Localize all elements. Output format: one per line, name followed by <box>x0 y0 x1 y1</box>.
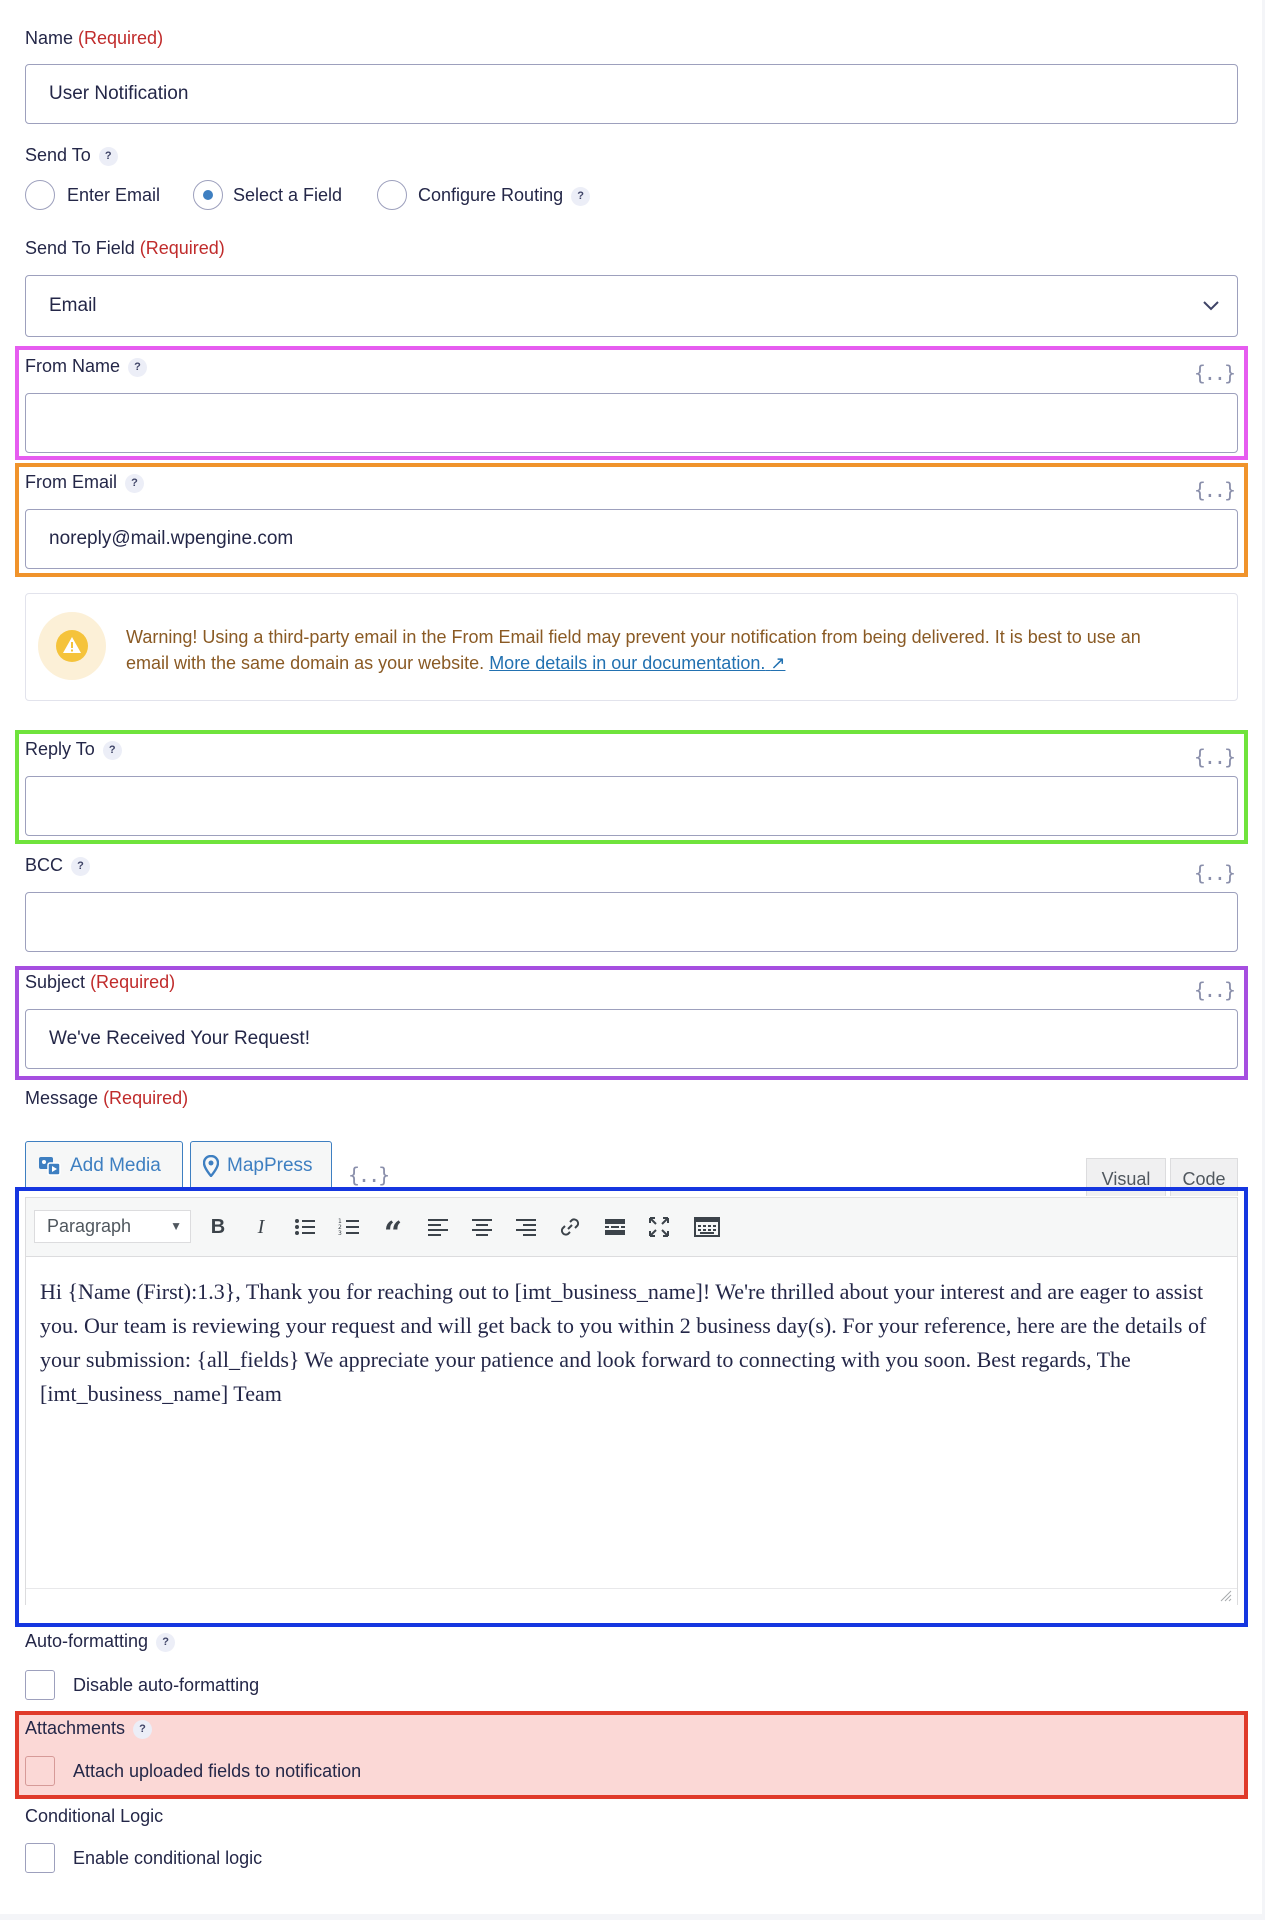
external-link-icon: ↗ <box>770 653 786 673</box>
editor-statusbar <box>26 1588 1237 1605</box>
disable-auto-formatting-checkbox[interactable] <box>25 1670 55 1700</box>
bcc-input[interactable] <box>25 892 1238 952</box>
map-pin-icon <box>203 1155 219 1177</box>
send-to-label: Send To ? <box>25 145 118 166</box>
attach-uploaded-fields-label[interactable]: Attach uploaded fields to notification <box>73 1761 362 1781</box>
reply-to-label: Reply To ? <box>25 739 122 760</box>
reply-to-input[interactable] <box>25 776 1238 836</box>
mappress-button[interactable]: MapPress <box>190 1141 332 1191</box>
media-icon <box>38 1155 62 1177</box>
blockquote-icon[interactable]: “ <box>383 1214 403 1252</box>
documentation-link[interactable]: More details in our documentation. ↗ <box>489 653 786 673</box>
add-media-button[interactable]: Add Media <box>25 1141 183 1191</box>
conditional-logic-label: Conditional Logic <box>25 1806 164 1826</box>
resize-handle-icon[interactable] <box>1220 1589 1232 1601</box>
send-to-field-label: Send To Field (Required) <box>25 238 225 258</box>
fullscreen-icon[interactable] <box>644 1212 674 1242</box>
auto-formatting-label: Auto-formatting ? <box>25 1631 175 1652</box>
from-email-label: From Email ? <box>25 472 144 493</box>
from-email-input[interactable]: noreply@mail.wpengine.com <box>25 509 1238 569</box>
radio-label-configure-routing[interactable]: Configure Routing ? <box>418 185 590 206</box>
help-icon[interactable]: ? <box>71 857 90 876</box>
merge-tag-icon[interactable]: {..} <box>1193 478 1234 502</box>
merge-tag-icon[interactable]: {..} <box>1193 361 1234 385</box>
align-right-icon[interactable] <box>511 1212 541 1242</box>
from-name-input[interactable] <box>25 393 1238 453</box>
disable-auto-formatting-label[interactable]: Disable auto-formatting <box>73 1675 260 1695</box>
format-select[interactable]: Paragraph ▼ <box>34 1210 191 1243</box>
help-icon[interactable]: ? <box>133 1720 152 1739</box>
toolbar-toggle-icon[interactable] <box>690 1212 724 1242</box>
svg-text:1: 1 <box>338 1218 342 1225</box>
warning-notice <box>25 593 1238 701</box>
bold-icon[interactable]: B <box>210 1215 226 1238</box>
enable-conditional-logic-label[interactable]: Enable conditional logic <box>73 1848 263 1868</box>
align-left-icon[interactable] <box>423 1212 453 1242</box>
from-name-label: From Name ? <box>25 356 147 377</box>
help-icon[interactable]: ? <box>103 741 122 760</box>
help-icon[interactable]: ? <box>571 187 590 206</box>
help-icon[interactable]: ? <box>156 1633 175 1652</box>
svg-text:2: 2 <box>338 1224 342 1231</box>
subject-input[interactable]: We've Received Your Request! <box>25 1009 1238 1069</box>
align-center-icon[interactable] <box>467 1212 497 1242</box>
svg-text:3: 3 <box>338 1230 342 1236</box>
numbered-list-icon[interactable] <box>334 1212 364 1242</box>
help-icon[interactable]: ? <box>125 474 144 493</box>
dropdown-arrow-icon: ▼ <box>170 1219 182 1233</box>
message-label: Message (Required) <box>25 1088 189 1108</box>
italic-icon[interactable]: I <box>257 1215 265 1238</box>
merge-tag-icon[interactable]: {..} <box>1193 861 1234 885</box>
merge-tag-icon[interactable]: {..} <box>348 1163 389 1187</box>
send-to-field-select[interactable]: Email <box>25 275 1238 337</box>
subject-label: Subject (Required) <box>25 972 176 992</box>
radio-configure-routing[interactable] <box>377 180 407 210</box>
help-icon[interactable]: ? <box>99 147 118 166</box>
attach-uploaded-fields-checkbox[interactable] <box>25 1756 55 1786</box>
radio-label-enter-email[interactable]: Enter Email <box>67 185 161 205</box>
merge-tag-icon[interactable]: {..} <box>1193 745 1234 769</box>
tab-code[interactable]: Code <box>1170 1158 1238 1196</box>
chevron-down-icon <box>1203 301 1219 311</box>
name-input[interactable]: User Notification <box>25 64 1238 124</box>
tab-visual[interactable]: Visual <box>1086 1158 1166 1196</box>
merge-tag-icon[interactable]: {..} <box>1193 978 1234 1002</box>
radio-label-select-field[interactable]: Select a Field <box>233 185 343 205</box>
warning-text: Warning! Using a third-party email in the From Email field may prevent your notification from being delivered. It is best to use an email with the same domain as your website. More details in our documentation. ↗ <box>126 627 1141 673</box>
read-more-icon[interactable] <box>600 1212 630 1242</box>
bcc-label: BCC ? <box>25 855 90 876</box>
link-icon[interactable] <box>555 1212 585 1242</box>
help-icon[interactable]: ? <box>128 358 147 377</box>
highlight-attachments <box>15 1711 1248 1799</box>
message-body[interactable]: Hi {Name (First):1.3}, Thank you for reaching out to [imt_business_name]! We're thrilled about your interest and are eager to assist you. Our team is reviewing your request and will get back to you within 2 business day(s). For your reference, here are the details of your submission: {all_fields} We appreciate your patience and look forward to connecting with you soon. Best regards, The [imt_business_name] Team <box>40 1279 1207 1406</box>
radio-select-field[interactable] <box>193 180 223 210</box>
bullet-list-icon[interactable] <box>290 1212 320 1242</box>
warning-icon <box>38 612 106 680</box>
name-label: Name (Required) <box>25 28 164 48</box>
radio-enter-email[interactable] <box>25 180 55 210</box>
enable-conditional-logic-checkbox[interactable] <box>25 1843 55 1873</box>
attachments-label: Attachments ? <box>25 1718 152 1739</box>
